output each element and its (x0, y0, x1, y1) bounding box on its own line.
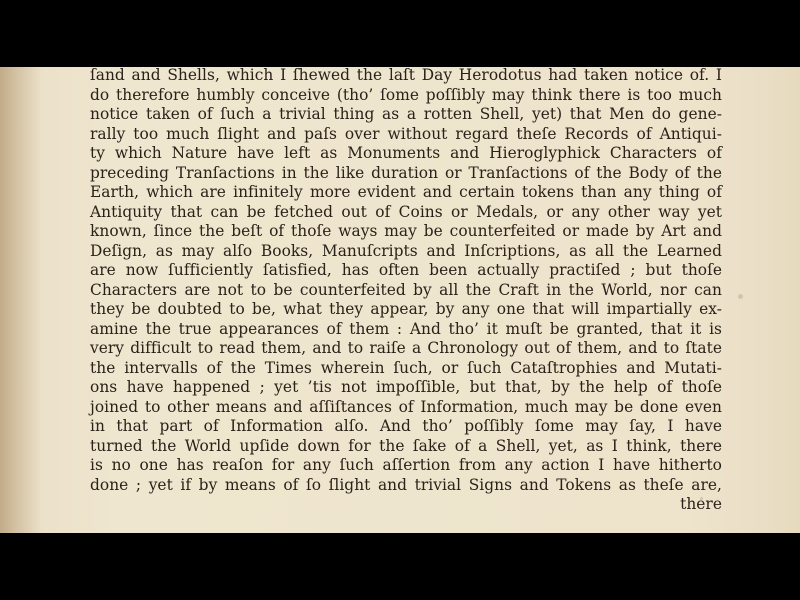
text-line: rally too much ſlight and paſs over without regard theſe Records of Antiqui- (90, 124, 722, 143)
text-line: Earth, which are infinitely more evident and certain tokens than any thing of (90, 183, 722, 201)
text-line: they be doubted to be, what they appear, by any one that will impartially ex- (90, 300, 722, 318)
text-line: turned the World upſide down for the ſake of a Shell, yet, as I think, there (90, 436, 722, 455)
text-line: done ; yet if by means of ſo ſlight and trivial Signs and Tokens as theſe are, (90, 475, 722, 494)
text-line: ſand and Shells, which I ſhewed the laſt Day Herodotus had taken notice of. I (90, 67, 722, 84)
text-line: amine the true appearances of them : And tho’ it muſt be granted, that it is (90, 319, 722, 338)
text-line: Antiquity that can be fetched out of Coins or Medals, or any other way yet (90, 202, 722, 221)
catchword: there (680, 495, 722, 513)
text-line: is no one has reaſon for any ſuch aſſertion from any action I have hitherto (90, 456, 722, 474)
text-line: Characters are not to be counterfeited by all the Craft in the World, nor can (90, 280, 722, 299)
text-line: very difficult to read them, and to raiſe a Chronology out of them, and to ſtate (90, 339, 722, 357)
book-page (0, 67, 800, 533)
text-line: in that part of Information alſo. And tho’ poſſibly ſome may ſay, I have (90, 417, 722, 435)
text-line: ty which Nature have left as Monuments and Hieroglyphick Characters of (90, 144, 722, 162)
text-line: Deſign, as may alſo Books, Manuſcripts and Inſcriptions, as all the Learned (90, 241, 722, 260)
text-line: ons have happened ; yet ’tis not impoſſible, but that, by the help of thoſe (90, 378, 722, 396)
text-line: notice taken of ſuch a trivial thing as a rotten Shell, yet) that Men do gene- (90, 105, 722, 123)
text-line: joined to other means and aſſiſtances of Information, much may be done even (90, 397, 722, 416)
paper-stain (738, 294, 743, 299)
text-line: known, ſince the beſt of thoſe ways may be counterfeited or made by Art and (90, 222, 722, 240)
page-text (90, 67, 722, 515)
text-line: do therefore humbly conceive (tho’ ſome poſſibly may think there is too much (90, 85, 722, 104)
text-line: preceding Tranſactions in the like duration or Tranſactions of the Body of the (90, 163, 722, 182)
text-line: are now ſufficiently ſatisfied, has often been actually practiſed ; but thoſe (90, 261, 722, 279)
text-line: the intervalls of the Times wherein ſuch, or ſuch Cataſtrophies and Mutati- (90, 358, 722, 377)
